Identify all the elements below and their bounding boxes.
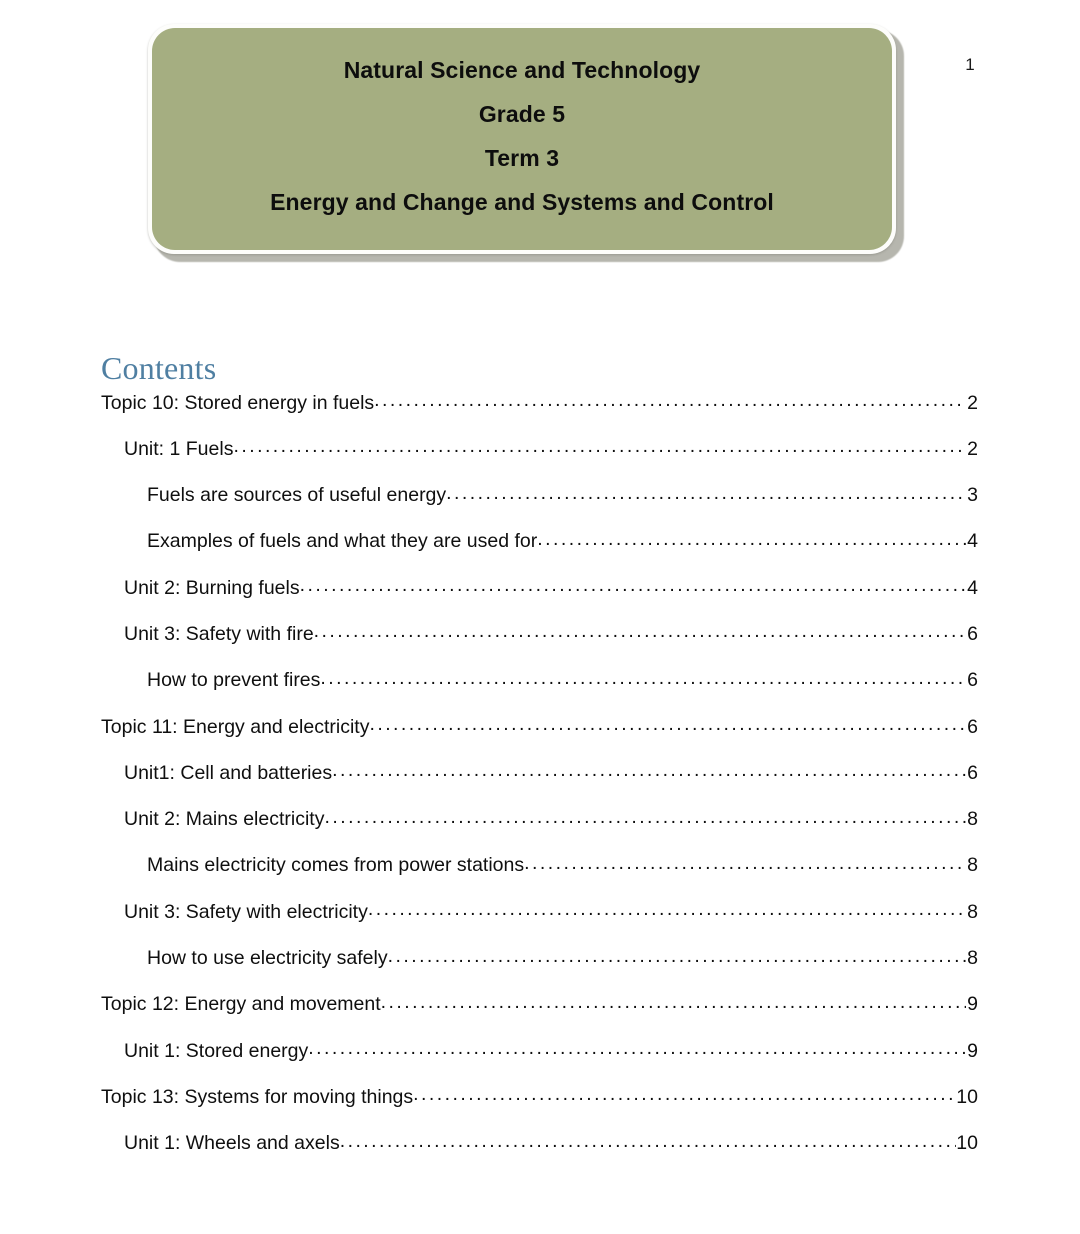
toc-entry-label: Fuels are sources of useful energy [147, 484, 447, 507]
toc-entry-page-number: 4 [967, 530, 978, 553]
toc-dot-leader [314, 620, 966, 640]
toc-entry[interactable] [101, 991, 978, 1037]
toc-entry-page-number: 6 [967, 761, 978, 784]
toc-entry-page-number: 6 [967, 669, 978, 692]
toc-dot-leader [300, 574, 966, 594]
toc-entry[interactable] [101, 1083, 978, 1129]
toc-entry[interactable] [101, 389, 978, 435]
toc-entry-page-number: 4 [967, 576, 978, 599]
toc-entry-label: Unit1: Cell and batteries [124, 761, 333, 784]
toc-entry-page-number: 2 [967, 437, 978, 460]
toc-dot-leader [381, 991, 966, 1011]
toc-entry-label: Examples of fuels and what they are used for [147, 530, 538, 553]
document-title-line-1: Natural Science and Technology [343, 57, 701, 83]
toc-entry[interactable] [101, 435, 978, 481]
title-banner-fill [152, 28, 892, 250]
toc-entry-page-number: 10 [956, 1132, 978, 1155]
document-title-line-4: Energy and Change and Systems and Control [270, 189, 774, 215]
toc-entry-label: Unit 2: Mains electricity [124, 808, 325, 831]
toc-dot-leader [446, 482, 966, 502]
toc-dot-leader [369, 713, 966, 733]
toc-entry-page-number: 3 [967, 484, 978, 507]
toc-entry-page-number: 8 [967, 854, 978, 877]
toc-entry-page-number: 2 [967, 391, 978, 414]
toc-entry[interactable] [101, 713, 978, 759]
toc-dot-leader [524, 852, 966, 872]
toc-entry-page-number: 6 [967, 715, 978, 738]
toc-entry[interactable] [101, 1130, 978, 1176]
toc-entry[interactable] [101, 528, 978, 574]
page-number: 1 [965, 55, 975, 74]
toc-entry-label: Mains electricity comes from power stations [147, 854, 525, 877]
toc-entry-label: Unit 2: Burning fuels [124, 576, 300, 599]
toc-entry[interactable] [101, 1037, 978, 1083]
toc-dot-leader [537, 528, 966, 548]
toc-entry-page-number: 9 [967, 993, 978, 1016]
toc-dot-leader [308, 1037, 966, 1057]
toc-entry-label: Topic 13: Systems for moving things [101, 1085, 414, 1108]
toc-dot-leader [233, 435, 966, 455]
table-of-contents [101, 389, 978, 1176]
toc-entry-label: Unit 3: Safety with electricity [124, 900, 368, 923]
toc-entry-page-number: 10 [956, 1085, 978, 1108]
toc-dot-leader [374, 389, 966, 409]
title-banner-outline [148, 24, 896, 254]
toc-entry-label: Unit 1: Stored energy [124, 1039, 309, 1062]
title-banner [148, 24, 904, 262]
toc-entry[interactable] [101, 759, 978, 805]
toc-entry[interactable] [101, 667, 978, 713]
toc-entry-label: How to prevent fires [147, 669, 321, 692]
toc-entry-label: Topic 10: Stored energy in fuels [101, 391, 375, 414]
toc-dot-leader [340, 1130, 957, 1150]
toc-entry[interactable] [101, 806, 978, 852]
toc-entry-label: Topic 11: Energy and electricity [101, 715, 370, 738]
toc-entry-label: Topic 12: Energy and movement [101, 993, 381, 1016]
toc-entry-page-number: 8 [967, 947, 978, 970]
toc-entry-page-number: 8 [967, 808, 978, 831]
toc-dot-leader [324, 806, 966, 826]
toc-dot-leader [332, 759, 966, 779]
toc-dot-leader [388, 945, 966, 965]
toc-dot-leader [368, 898, 966, 918]
toc-entry-label: Unit: 1 Fuels [124, 437, 234, 460]
contents-heading: Contents [101, 350, 217, 386]
toc-entry[interactable] [101, 574, 978, 620]
toc-dot-leader [413, 1083, 956, 1103]
toc-entry-page-number: 9 [967, 1039, 978, 1062]
toc-entry[interactable] [101, 945, 978, 991]
toc-entry-label: Unit 1: Wheels and axels [124, 1132, 340, 1155]
toc-entry-page-number: 6 [967, 622, 978, 645]
toc-entry[interactable] [101, 898, 978, 944]
toc-dot-leader [320, 667, 966, 687]
document-title-line-3: Term 3 [484, 145, 560, 171]
toc-entry-label: How to use electricity safely [147, 947, 388, 970]
toc-entry-page-number: 8 [967, 900, 978, 923]
toc-entry[interactable] [101, 852, 978, 898]
toc-entry[interactable] [101, 620, 978, 666]
toc-entry[interactable] [101, 482, 978, 528]
toc-entry-label: Unit 3: Safety with fire [124, 622, 314, 645]
document-title-line-2: Grade 5 [478, 101, 566, 127]
